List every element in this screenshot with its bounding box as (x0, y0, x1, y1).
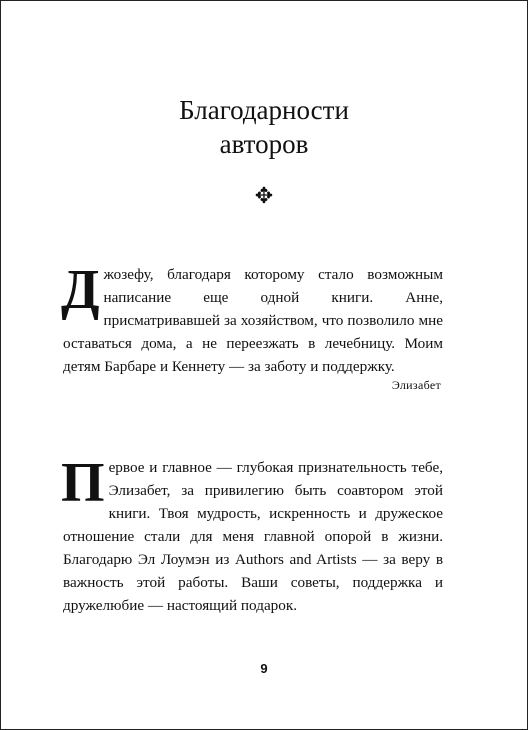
page-number: 9 (260, 661, 268, 676)
page-title (1, 93, 527, 161)
fleuron-ornament-icon: ✥ (254, 183, 274, 208)
signature-elizabeth: Элизабет (391, 378, 441, 392)
drop-cap-1: Д (61, 259, 100, 321)
acknowledgment-paragraph-2 (61, 452, 443, 617)
drop-cap-2: П (61, 452, 105, 514)
title-line-2: авторов (219, 129, 309, 159)
paragraph-2-text: ервое и главное — глубокая признательность тебе, Элизабет, за привилегию быть соавтором этой книги. Твоя мудрость, искренность и дружеское отношение стали для меня главной опорой в жизни. Благодарю Эл Лоумэн из Authors and Artists — за веру в важность этой работы. Ваши советы, поддержка и дружелюбие — настоящий подарок. (63, 459, 443, 614)
paragraph-1-text: жозефу, благодаря которому стало возможным написание еще одной книги. Анне, присматривавшей за хозяйством, что позволило мне оставаться дома, а не переезжать в лечебницу. Моим детям Барбаре и Кеннету — за заботу и поддержку. (63, 266, 443, 375)
title-line-1: Благодарности (179, 95, 349, 125)
acknowledgment-paragraph-1 (61, 259, 443, 378)
